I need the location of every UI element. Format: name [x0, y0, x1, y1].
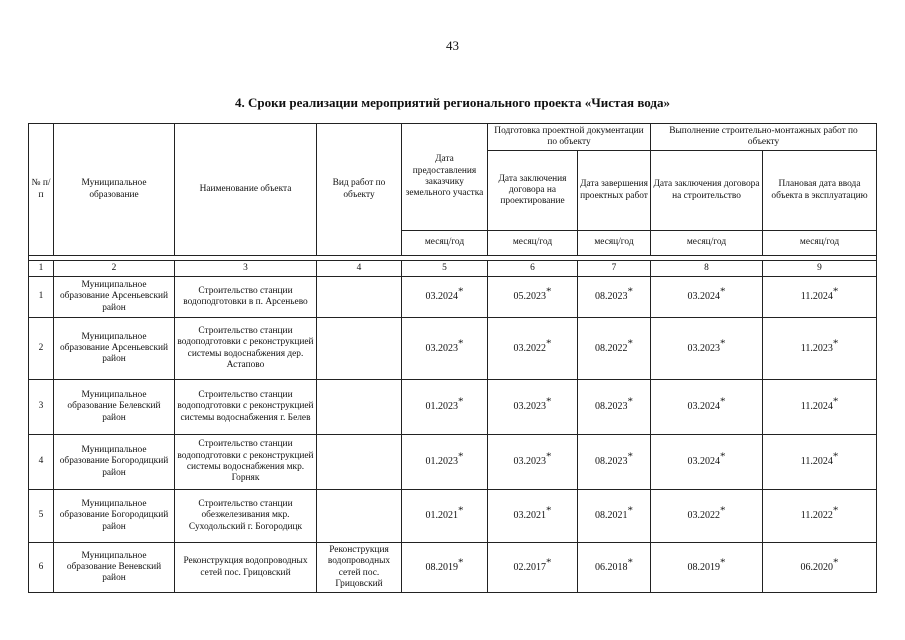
- asterisk-mark: *: [546, 395, 552, 408]
- date-value: 11.2024: [800, 456, 833, 467]
- object-cell: Строительство станции водоподготовки в п. Арсеньево: [175, 277, 317, 318]
- municipality-cell: Муниципальное образование Богородицкий район: [54, 490, 175, 543]
- asterisk-mark: *: [720, 450, 726, 463]
- land-date-cell: [402, 277, 488, 318]
- header-design-contract: Дата заключения договора на проектирование: [488, 151, 578, 231]
- column-number: 2: [54, 261, 175, 277]
- date-value: 08.2023: [595, 291, 628, 302]
- asterisk-mark: *: [458, 285, 464, 298]
- asterisk-mark: *: [627, 285, 633, 298]
- date-value: 06.2020: [800, 561, 833, 573]
- asterisk-mark: *: [458, 504, 464, 517]
- date-value: 05.2023: [513, 291, 546, 302]
- section-title: 4. Сроки реализации мероприятий регионального проекта «Чистая вода»: [235, 95, 670, 110]
- column-number: 5: [402, 261, 488, 277]
- municipality-cell: Муниципальное образование Арсеньевский район: [54, 318, 175, 380]
- work-type-cell: [317, 277, 402, 318]
- asterisk-mark: *: [720, 395, 726, 408]
- date-value: 08.2022: [595, 342, 628, 354]
- construction-contract-cell: [651, 543, 763, 593]
- land-date-cell: [402, 543, 488, 593]
- object-cell: Строительство станции водоподготовки с реконструкцией системы водоснабжения мкр. Горняк: [175, 435, 317, 490]
- work-type-cell: [317, 318, 402, 380]
- asterisk-mark: *: [832, 395, 839, 408]
- asterisk-mark: *: [720, 285, 726, 298]
- municipality-cell: Муниципальное образование Арсеньевский район: [54, 277, 175, 318]
- design-end-cell: [578, 543, 651, 593]
- date-value: 03.2024: [687, 401, 720, 412]
- construction-contract-cell: [651, 277, 763, 318]
- header-design-group: Подготовка проектной документации по объекту: [488, 124, 651, 151]
- date-value: 08.2023: [595, 456, 628, 467]
- date-value: 03.2022: [687, 510, 720, 521]
- date-value: 03.2024: [687, 291, 720, 302]
- unit-cell: месяц/год: [763, 231, 877, 256]
- date-value: 11.2022: [800, 510, 833, 521]
- asterisk-mark: *: [546, 450, 552, 463]
- asterisk-mark: *: [720, 337, 726, 350]
- unit-cell: месяц/год: [578, 231, 651, 256]
- design-contract-cell: [488, 435, 578, 490]
- table-row: [29, 380, 877, 435]
- object-cell: Строительство станции водоподготовки с реконструкцией системы водоснабжения г. Белев: [175, 380, 317, 435]
- commissioning-cell: [763, 380, 877, 435]
- row-number: 1: [29, 277, 54, 318]
- unit-cell: месяц/год: [402, 231, 488, 256]
- land-date-cell: [402, 380, 488, 435]
- asterisk-mark: *: [458, 337, 464, 350]
- design-end-cell: [578, 490, 651, 543]
- date-value: 02.2017: [513, 561, 546, 573]
- date-value: 01.2021: [425, 510, 458, 521]
- date-value: 03.2023: [513, 401, 546, 412]
- row-number: 6: [29, 543, 54, 593]
- work-type-cell: [317, 435, 402, 490]
- asterisk-mark: *: [627, 337, 633, 350]
- table-row: [29, 318, 877, 380]
- date-value: 06.2018: [595, 561, 628, 573]
- date-value: 01.2023: [425, 401, 458, 412]
- asterisk-mark: *: [720, 504, 726, 517]
- commissioning-cell: [763, 435, 877, 490]
- table-row: [29, 543, 877, 593]
- commissioning-cell: [763, 277, 877, 318]
- asterisk-mark: *: [720, 556, 726, 569]
- asterisk-mark: *: [546, 556, 552, 569]
- asterisk-mark: *: [832, 450, 839, 463]
- work-type-cell: Реконструкция водопроводных сетей пос. Грицовский: [317, 543, 402, 593]
- design-end-cell: [578, 435, 651, 490]
- header-work-type: Вид работ по объекту: [317, 124, 402, 256]
- header-land-date: Дата предоставления заказчику земельного участка: [402, 124, 488, 231]
- date-value: 11.2023: [800, 342, 833, 354]
- work-type-cell: [317, 490, 402, 543]
- column-number: 4: [317, 261, 402, 277]
- date-value: 08.2019: [425, 561, 458, 573]
- asterisk-mark: *: [832, 285, 839, 298]
- table-row: [29, 277, 877, 318]
- date-value: 03.2024: [425, 291, 458, 302]
- date-value: 08.2023: [595, 401, 628, 412]
- page-number: 43: [446, 38, 459, 53]
- date-value: 11.2024: [800, 401, 833, 412]
- object-cell: Строительство станции водоподготовки с реконструкцией системы водоснабжения дер. Астапово: [175, 318, 317, 380]
- municipality-cell: Муниципальное образование Веневский район: [54, 543, 175, 593]
- column-number: 1: [29, 261, 54, 277]
- header-object: Наименование объекта: [175, 124, 317, 256]
- date-value: 11.2024: [800, 291, 833, 302]
- column-numbers-row: [29, 261, 877, 277]
- design-contract-cell: [488, 543, 578, 593]
- construction-contract-cell: [651, 380, 763, 435]
- date-value: 03.2021: [513, 510, 546, 521]
- asterisk-mark: *: [627, 395, 633, 408]
- column-number: 9: [763, 261, 877, 277]
- asterisk-mark: *: [627, 504, 633, 517]
- date-value: 03.2023: [513, 456, 546, 467]
- date-value: 03.2023: [425, 342, 458, 354]
- row-number: 2: [29, 318, 54, 380]
- column-number: 6: [488, 261, 578, 277]
- commissioning-cell: [763, 318, 877, 380]
- column-number: 8: [651, 261, 763, 277]
- header-construction-group: Выполнение строительно-монтажных работ по объекту: [651, 124, 877, 151]
- land-date-cell: [402, 490, 488, 543]
- date-value: 08.2019: [687, 561, 720, 573]
- header-municipality: Муниципальное образование: [54, 124, 175, 256]
- asterisk-mark: *: [833, 556, 839, 569]
- asterisk-mark: *: [546, 285, 552, 298]
- unit-cell: месяц/год: [651, 231, 763, 256]
- row-number: 5: [29, 490, 54, 543]
- land-date-cell: [402, 435, 488, 490]
- design-contract-cell: [488, 318, 578, 380]
- construction-contract-cell: [651, 318, 763, 380]
- asterisk-mark: *: [458, 395, 464, 408]
- design-contract-cell: [488, 490, 578, 543]
- commissioning-cell: [763, 543, 877, 593]
- column-number: 3: [175, 261, 317, 277]
- date-value: 03.2024: [687, 456, 720, 467]
- municipality-cell: Муниципальное образование Богородицкий район: [54, 435, 175, 490]
- asterisk-mark: *: [458, 450, 464, 463]
- column-number: 7: [578, 261, 651, 277]
- construction-contract-cell: [651, 435, 763, 490]
- design-contract-cell: [488, 380, 578, 435]
- design-end-cell: [578, 318, 651, 380]
- schedule-table: [28, 123, 877, 593]
- date-value: 08.2021: [595, 510, 628, 521]
- commissioning-cell: [763, 490, 877, 543]
- asterisk-mark: *: [458, 556, 464, 569]
- date-value: 01.2023: [425, 456, 458, 467]
- object-cell: Строительство станции обезжелезивания мкр. Суходольский г. Богородицк: [175, 490, 317, 543]
- header-commissioning: Плановая дата ввода объекта в эксплуатацию: [763, 151, 877, 231]
- land-date-cell: [402, 318, 488, 380]
- object-cell: Реконструкция водопроводных сетей пос. Грицовский: [175, 543, 317, 593]
- municipality-cell: Муниципальное образование Белевский район: [54, 380, 175, 435]
- date-value: 03.2023: [687, 342, 720, 354]
- construction-contract-cell: [651, 490, 763, 543]
- asterisk-mark: *: [832, 337, 839, 350]
- header-row-1: [29, 124, 877, 151]
- design-contract-cell: [488, 277, 578, 318]
- header-construction-contract: Дата заключения договора на строительство: [651, 151, 763, 231]
- row-number: 4: [29, 435, 54, 490]
- header-num: № п/п: [29, 124, 54, 256]
- asterisk-mark: *: [546, 504, 552, 517]
- table-row: [29, 490, 877, 543]
- header-design-end: Дата завершения проектных работ: [578, 151, 651, 231]
- asterisk-mark: *: [832, 504, 839, 517]
- row-number: 3: [29, 380, 54, 435]
- unit-cell: месяц/год: [488, 231, 578, 256]
- date-value: 03.2022: [513, 342, 546, 354]
- design-end-cell: [578, 277, 651, 318]
- table-row: [29, 435, 877, 490]
- asterisk-mark: *: [627, 450, 633, 463]
- work-type-cell: [317, 380, 402, 435]
- asterisk-mark: *: [627, 556, 633, 569]
- asterisk-mark: *: [546, 337, 552, 350]
- design-end-cell: [578, 380, 651, 435]
